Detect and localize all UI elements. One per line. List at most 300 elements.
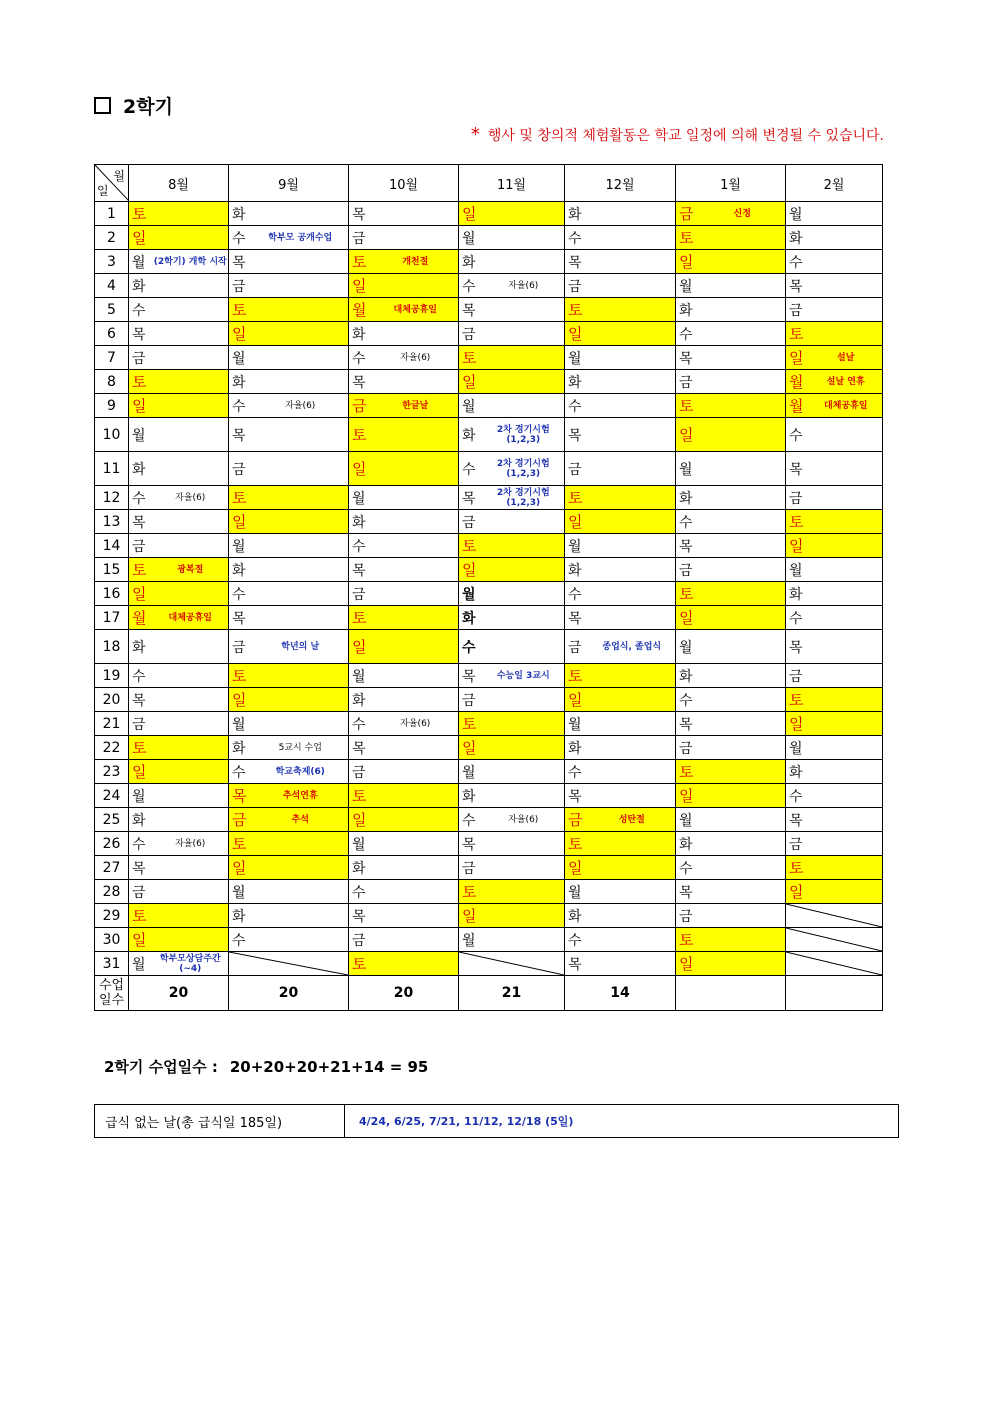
weekday-cell: 금 (565, 452, 589, 486)
empty-date-cell (459, 952, 565, 976)
event-cell: 광복절 (153, 558, 229, 582)
weekday-cell: 수 (459, 808, 483, 832)
weekday-cell: 수 (349, 346, 373, 370)
weekday-cell: 월 (459, 760, 483, 784)
event-cell (253, 322, 349, 346)
event-cell (700, 486, 786, 510)
event-cell (373, 832, 459, 856)
weekday-cell: 금 (129, 880, 153, 904)
event-cell: 종업식, 졸업식 (589, 630, 676, 664)
weekday-cell: 목 (349, 202, 373, 226)
section-heading (94, 92, 173, 119)
day-number: 16 (95, 582, 129, 606)
weekday-cell: 토 (459, 712, 483, 736)
weekday-cell: 수 (565, 394, 589, 418)
event-cell (153, 370, 229, 394)
day-row (95, 760, 883, 784)
day-row (95, 452, 883, 486)
event-cell (373, 856, 459, 880)
event-cell (153, 784, 229, 808)
event-cell (483, 832, 565, 856)
total-label: 수업일수 (95, 976, 129, 1011)
weekday-cell: 화 (349, 856, 373, 880)
weekday-cell: 일 (676, 784, 700, 808)
weekday-cell: 수 (565, 582, 589, 606)
event-cell (483, 760, 565, 784)
day-number: 4 (95, 274, 129, 298)
event-cell (700, 274, 786, 298)
weekday-cell: 월 (129, 784, 153, 808)
event-cell (483, 534, 565, 558)
weekday-cell: 수 (786, 606, 810, 630)
day-row (95, 928, 883, 952)
weekday-cell: 일 (676, 418, 700, 452)
weekday-cell: 화 (676, 664, 700, 688)
month-header: 9월 (229, 165, 349, 202)
day-number: 26 (95, 832, 129, 856)
event-cell (589, 298, 676, 322)
summary-value: 20+20+20+21+14 = 95 (229, 1058, 429, 1076)
weekday-cell: 목 (229, 250, 253, 274)
day-row (95, 904, 883, 928)
event-cell (483, 928, 565, 952)
weekday-cell: 일 (229, 510, 253, 534)
weekday-cell: 월 (676, 274, 700, 298)
weekday-cell: 토 (229, 486, 253, 510)
month-header: 2월 (786, 165, 883, 202)
event-cell (153, 928, 229, 952)
event-cell (373, 202, 459, 226)
event-cell (373, 558, 459, 582)
event-cell (589, 418, 676, 452)
event-cell (153, 534, 229, 558)
event-cell (153, 298, 229, 322)
weekday-cell: 토 (229, 664, 253, 688)
weekday-cell: 일 (459, 202, 483, 226)
weekday-cell: 화 (565, 370, 589, 394)
weekday-cell: 수 (229, 394, 253, 418)
weekday-cell: 토 (786, 856, 810, 880)
day-row (95, 534, 883, 558)
event-cell (700, 688, 786, 712)
day-row (95, 250, 883, 274)
weekday-cell: 금 (349, 928, 373, 952)
diagonal-line (786, 952, 882, 975)
event-cell: 학부모상담주간 (~4) (153, 952, 229, 976)
weekday-cell: 금 (349, 394, 373, 418)
weekday-cell: 금 (565, 274, 589, 298)
event-cell (589, 736, 676, 760)
event-cell (253, 452, 349, 486)
event-cell (153, 712, 229, 736)
meal-label: 급식 없는 날(총 급식일 185일) (95, 1105, 345, 1138)
weekday-cell: 일 (229, 322, 253, 346)
weekday-cell: 일 (459, 558, 483, 582)
weekday-cell: 금 (676, 558, 700, 582)
weekday-cell: 금 (349, 226, 373, 250)
weekday-cell: 화 (565, 736, 589, 760)
weekday-cell: 금 (129, 712, 153, 736)
summary-label: 2학기 수업일수 : (104, 1058, 218, 1076)
day-number: 12 (95, 486, 129, 510)
event-cell (700, 298, 786, 322)
event-cell (700, 808, 786, 832)
weekday-cell: 수 (229, 928, 253, 952)
day-row (95, 558, 883, 582)
weekday-cell: 목 (459, 832, 483, 856)
weekday-cell: 일 (786, 346, 810, 370)
weekday-cell: 금 (229, 452, 253, 486)
event-cell (589, 250, 676, 274)
weekday-cell: 월 (349, 664, 373, 688)
event-cell (700, 856, 786, 880)
weekday-cell: 일 (459, 736, 483, 760)
day-row (95, 226, 883, 250)
weekday-cell: 토 (229, 832, 253, 856)
day-row (95, 202, 883, 226)
event-cell (810, 226, 883, 250)
event-cell (700, 664, 786, 688)
event-cell (153, 322, 229, 346)
weekday-cell: 수 (349, 712, 373, 736)
weekday-cell: 금 (459, 510, 483, 534)
event-cell (373, 486, 459, 510)
notice-text (471, 124, 884, 145)
event-cell (253, 418, 349, 452)
day-row (95, 510, 883, 534)
event-cell: 설날 (810, 346, 883, 370)
weekday-cell: 월 (786, 558, 810, 582)
weekday-cell: 일 (676, 606, 700, 630)
month-header-row (95, 165, 883, 202)
event-cell (589, 784, 676, 808)
weekday-cell: 월 (565, 534, 589, 558)
weekday-cell: 수 (565, 226, 589, 250)
event-cell (373, 534, 459, 558)
weekday-cell: 토 (676, 582, 700, 606)
weekday-cell: 수 (565, 760, 589, 784)
weekday-cell: 월 (229, 880, 253, 904)
event-cell (589, 346, 676, 370)
weekday-cell: 목 (676, 346, 700, 370)
weekday-cell: 토 (676, 226, 700, 250)
weekday-cell: 화 (459, 606, 483, 630)
weekday-cell: 금 (786, 298, 810, 322)
event-cell (373, 226, 459, 250)
weekday-cell: 일 (676, 952, 700, 976)
event-cell (153, 346, 229, 370)
month-header: 12월 (565, 165, 676, 202)
event-cell (483, 370, 565, 394)
weekday-cell: 일 (129, 760, 153, 784)
weekday-cell: 수 (349, 880, 373, 904)
weekday-cell: 목 (129, 856, 153, 880)
event-cell (810, 298, 883, 322)
event-cell (589, 452, 676, 486)
weekday-cell: 일 (129, 226, 153, 250)
weekday-cell: 토 (129, 202, 153, 226)
weekday-cell: 일 (565, 688, 589, 712)
event-cell (483, 510, 565, 534)
weekday-cell: 수 (229, 760, 253, 784)
weekday-cell: 화 (129, 808, 153, 832)
weekday-cell: 월 (349, 298, 373, 322)
weekday-cell: 화 (229, 202, 253, 226)
event-cell (810, 760, 883, 784)
event-cell (153, 452, 229, 486)
meal-table (94, 1104, 899, 1138)
weekday-cell: 금 (229, 274, 253, 298)
weekday-cell: 토 (676, 394, 700, 418)
day-number: 24 (95, 784, 129, 808)
day-row (95, 606, 883, 630)
event-cell (253, 582, 349, 606)
event-cell (253, 202, 349, 226)
weekday-cell: 일 (229, 856, 253, 880)
weekday-cell: 수 (676, 510, 700, 534)
total-value: 21 (459, 976, 565, 1011)
empty-date-cell (786, 928, 883, 952)
event-cell (373, 606, 459, 630)
weekday-cell: 토 (349, 952, 373, 976)
day-number: 19 (95, 664, 129, 688)
weekday-cell: 일 (565, 322, 589, 346)
event-cell (373, 510, 459, 534)
event-cell (810, 736, 883, 760)
day-number: 6 (95, 322, 129, 346)
weekday-cell: 수 (786, 418, 810, 452)
event-cell (589, 712, 676, 736)
weekday-cell: 수 (786, 250, 810, 274)
event-cell (700, 322, 786, 346)
weekday-cell: 목 (349, 736, 373, 760)
weekday-cell: 목 (129, 510, 153, 534)
corner-month-label: 월 (113, 169, 125, 183)
event-cell (153, 202, 229, 226)
weekday-cell: 월 (459, 226, 483, 250)
weekday-cell: 금 (565, 808, 589, 832)
event-cell: 자율(6) (153, 832, 229, 856)
weekday-cell: 일 (349, 808, 373, 832)
event-cell (810, 202, 883, 226)
event-cell (700, 582, 786, 606)
diagonal-line (786, 928, 882, 951)
event-cell (373, 418, 459, 452)
event-cell (700, 952, 786, 976)
event-cell (810, 452, 883, 486)
weekday-cell: 금 (349, 760, 373, 784)
corner-day-label: 일 (97, 184, 109, 198)
event-cell (589, 688, 676, 712)
weekday-cell: 월 (676, 452, 700, 486)
day-number: 25 (95, 808, 129, 832)
event-cell (483, 736, 565, 760)
day-row (95, 664, 883, 688)
month-header: 10월 (349, 165, 459, 202)
event-cell (253, 298, 349, 322)
event-cell (589, 832, 676, 856)
heading-text: 2학기 (123, 96, 173, 118)
day-row (95, 688, 883, 712)
event-cell: 자율(6) (483, 274, 565, 298)
event-cell (483, 688, 565, 712)
event-cell (810, 486, 883, 510)
weekday-cell: 목 (129, 322, 153, 346)
event-cell (253, 534, 349, 558)
day-row (95, 346, 883, 370)
weekday-cell: 금 (229, 630, 253, 664)
weekday-cell: 목 (229, 784, 253, 808)
event-cell: 성탄절 (589, 808, 676, 832)
event-cell (253, 606, 349, 630)
event-cell (253, 250, 349, 274)
event-cell: 대체공휴일 (153, 606, 229, 630)
weekday-cell: 목 (565, 952, 589, 976)
day-row (95, 952, 883, 976)
weekday-cell: 월 (786, 394, 810, 418)
empty-date-cell (786, 904, 883, 928)
event-cell (253, 904, 349, 928)
event-cell (153, 736, 229, 760)
weekday-cell: 금 (459, 856, 483, 880)
event-cell (483, 346, 565, 370)
day-number: 3 (95, 250, 129, 274)
event-cell (810, 664, 883, 688)
month-header: 11월 (459, 165, 565, 202)
event-cell (810, 856, 883, 880)
event-cell (810, 250, 883, 274)
weekday-cell: 목 (349, 904, 373, 928)
day-number: 20 (95, 688, 129, 712)
weekday-cell: 목 (459, 664, 483, 688)
event-cell (373, 952, 459, 976)
weekday-cell: 금 (129, 534, 153, 558)
empty-date-cell (786, 952, 883, 976)
event-cell (589, 928, 676, 952)
weekday-cell: 토 (349, 418, 373, 452)
weekday-cell: 월 (565, 346, 589, 370)
weekday-cell: 토 (129, 736, 153, 760)
event-cell (153, 880, 229, 904)
weekday-cell: 토 (786, 688, 810, 712)
event-cell (483, 904, 565, 928)
event-cell: 한글날 (373, 394, 459, 418)
meal-value: 4/24, 6/25, 7/21, 11/12, 12/18 (5일) (345, 1105, 899, 1138)
day-number: 8 (95, 370, 129, 394)
weekday-cell: 수 (676, 688, 700, 712)
weekday-cell: 수 (349, 534, 373, 558)
weekday-cell: 토 (786, 322, 810, 346)
weekday-cell: 금 (786, 832, 810, 856)
weekday-cell: 화 (676, 486, 700, 510)
weekday-cell: 목 (786, 452, 810, 486)
event-cell: (2학기) 개학 시작 (153, 250, 229, 274)
event-cell (373, 928, 459, 952)
event-cell (153, 688, 229, 712)
event-cell (810, 688, 883, 712)
event-cell (700, 452, 786, 486)
weekday-cell: 화 (565, 558, 589, 582)
total-value: 14 (565, 976, 676, 1011)
event-cell (153, 274, 229, 298)
weekday-cell: 목 (229, 418, 253, 452)
weekday-cell: 금 (676, 904, 700, 928)
weekday-cell: 월 (676, 630, 700, 664)
weekday-cell: 목 (565, 784, 589, 808)
event-cell (373, 784, 459, 808)
notice-message: 행사 및 창의적 체험활동은 학교 일정에 의해 변경될 수 있습니다. (487, 128, 884, 144)
day-row (95, 784, 883, 808)
day-row (95, 582, 883, 606)
diagonal-line (786, 904, 882, 927)
event-cell (589, 856, 676, 880)
weekday-cell: 목 (129, 688, 153, 712)
event-cell (373, 274, 459, 298)
event-cell (253, 510, 349, 534)
day-number: 18 (95, 630, 129, 664)
event-cell (700, 736, 786, 760)
weekday-cell: 목 (565, 418, 589, 452)
weekday-cell: 목 (786, 274, 810, 298)
day-row (95, 630, 883, 664)
weekday-cell: 목 (565, 250, 589, 274)
weekday-cell: 목 (786, 808, 810, 832)
weekday-cell: 월 (229, 712, 253, 736)
event-cell (700, 346, 786, 370)
day-row (95, 736, 883, 760)
event-cell (483, 250, 565, 274)
event-cell (153, 904, 229, 928)
event-cell: 5교시 수업 (253, 736, 349, 760)
event-cell (483, 784, 565, 808)
weekday-cell: 토 (129, 558, 153, 582)
weekday-cell: 수 (129, 298, 153, 322)
weekday-cell: 월 (565, 712, 589, 736)
weekday-cell: 수 (459, 274, 483, 298)
event-cell (153, 582, 229, 606)
weekday-cell: 화 (349, 510, 373, 534)
weekday-cell: 월 (129, 250, 153, 274)
weekday-cell: 금 (676, 370, 700, 394)
weekday-cell: 월 (459, 582, 483, 606)
weekday-cell: 토 (349, 250, 373, 274)
day-row (95, 712, 883, 736)
weekday-cell: 수 (565, 928, 589, 952)
weekday-cell: 일 (786, 880, 810, 904)
day-row (95, 370, 883, 394)
weekday-cell: 월 (459, 394, 483, 418)
event-cell (589, 322, 676, 346)
event-cell: 추석 (253, 808, 349, 832)
weekday-cell: 수 (676, 856, 700, 880)
weekday-cell: 목 (786, 630, 810, 664)
event-cell: 자율(6) (483, 808, 565, 832)
event-cell (700, 928, 786, 952)
event-cell (810, 274, 883, 298)
event-cell (700, 226, 786, 250)
weekday-cell: 월 (459, 928, 483, 952)
day-number: 29 (95, 904, 129, 928)
weekday-cell: 화 (676, 298, 700, 322)
weekday-cell: 수 (786, 784, 810, 808)
event-cell (700, 904, 786, 928)
weekday-cell: 수 (676, 322, 700, 346)
weekday-cell: 화 (786, 760, 810, 784)
weekday-cell: 일 (129, 928, 153, 952)
event-cell (483, 558, 565, 582)
weekday-cell: 일 (565, 856, 589, 880)
day-number: 23 (95, 760, 129, 784)
